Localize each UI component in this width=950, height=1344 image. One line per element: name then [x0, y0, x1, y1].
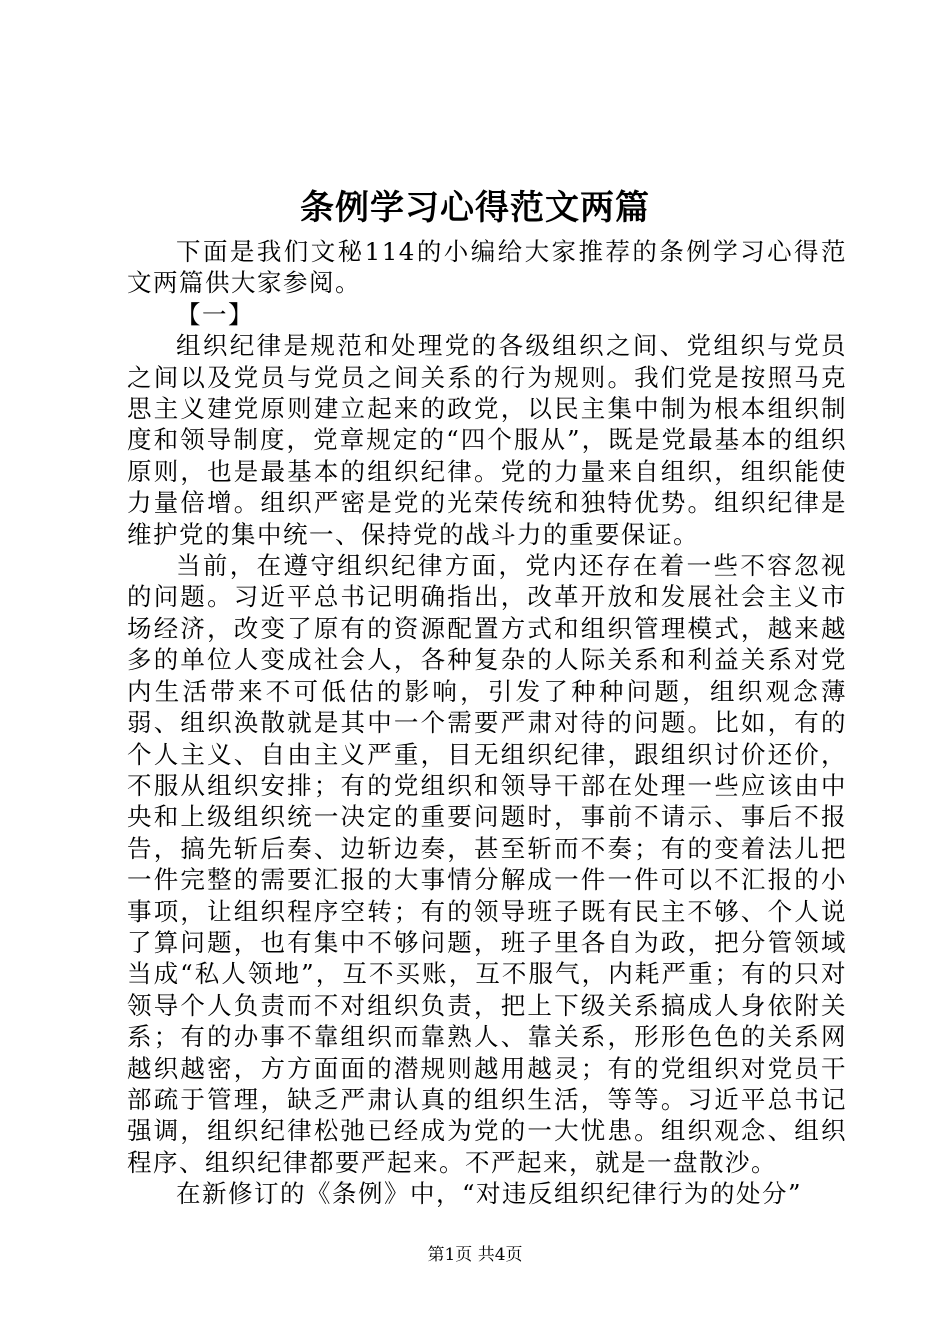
body-paragraph: 组织纪律是规范和处理党的各级组织之间、党组织与党员之间以及党员与党员之间关系的行为规则。我们党是按照马克思主义建党原则建立起来的政党，以民主集中制为根本组织制度和领导制度，党章规定的“四个服从”，既是党最基本的组织原则，也是最基本的组织纪律。党的力量来自组织，组织能使力量倍增。组织严密是党的光荣传统和独特优势。组织纪律是维护党的集中统一、保持党的战斗力的重要保证。 [127, 331, 847, 549]
page-footer: 第1页 共4页 [427, 1245, 523, 1265]
body-paragraph: 在新修订的《条例》中，“对违反组织纪律行为的处分” [176, 1179, 803, 1209]
document-title: 条例学习心得范文两篇 [300, 188, 650, 228]
document-body [127, 236, 847, 1210]
intro-paragraph: 下面是我们文秘114的小编给大家推荐的条例学习心得范文两篇供大家参阅。 [127, 237, 847, 298]
body-paragraph: 当前，在遵守组织纪律方面，党内还存在着一些不容忽视的问题。习近平总书记明确指出，改革开放和发展社会主义市场经济，改变了原有的资源配置方式和组织管理模式，越来越多的单位人变成社会人，各种复杂的人际关系和利益关系对党内生活带来不可低估的影响，引发了种种问题，组织观念薄弱、组织涣散就是其中一个需要严肃对待的问题。比如，有的个人主义、自由主义严重，目无组织纪律，跟组织讨价还价，不服从组织安排；有的党组织和领导干部在处理一些应该由中央和上级组织统一决定的重要问题时，事前不请示、事后不报告，搞先斩后奏、边斩边奏，甚至斩而不奏；有的变着法儿把一件完整的需要汇报的大事情分解成一件一件可以不汇报的小事项，让组织程序空转；有的领导班子既有民主不够、个人说了算问题，也有集中不够问题，班子里各自为政，把分管领域当成“私人领地”，互不买账，互不服气，内耗严重；有的只对领导个人负责而不对组织负责，把上下级关系搞成人身依附关系；有的办事不靠组织而靠熟人、靠关系，形形色色的关系网越织越密，方方面面的潜规则越用越灵；有的党组织对党员干部疏于管理，缺乏严肃认真的组织生活，等等。习近平总书记强调，组织纪律松弛已经成为党的一大忧患。组织观念、组织程序、组织纪律都要严起来。不严起来，就是一盘散沙。 [127, 551, 847, 1177]
section-heading: 【一】 [176, 299, 254, 329]
